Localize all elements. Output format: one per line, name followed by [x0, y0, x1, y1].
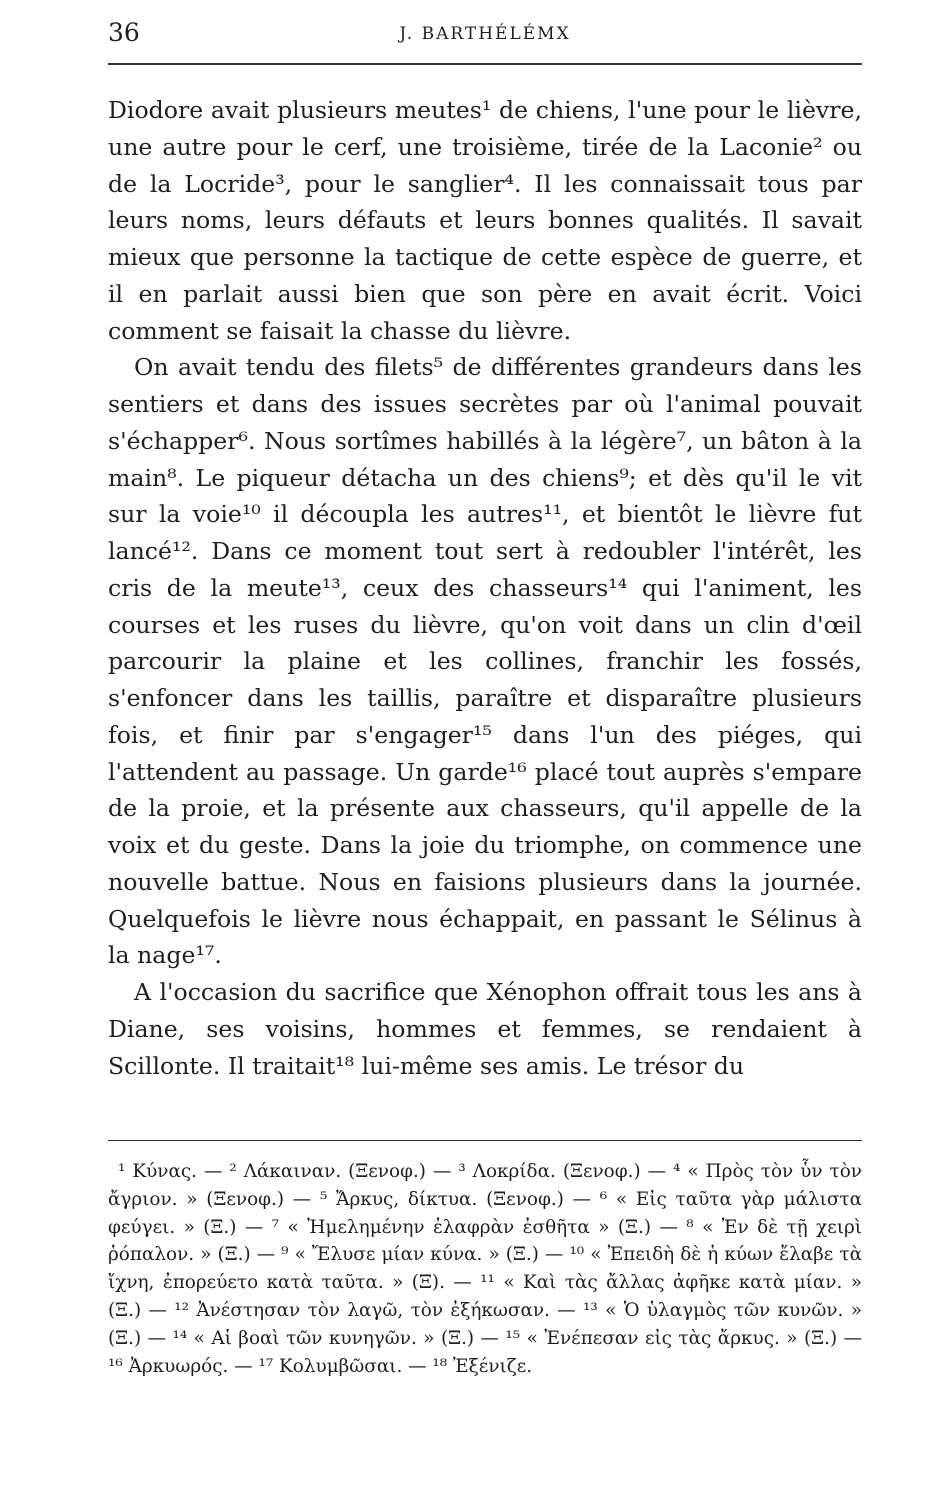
footnotes [108, 1158, 862, 1380]
page-header [108, 14, 862, 50]
paragraph-1: Diodore avait plusieurs meutes¹ de chiens, l'une pour le lièvre, une autre pour le cerf, une troisième, tirée de la Laconie² ou de la Locride³, pour le sanglier⁴. Il les connaissait tous par leurs noms, leurs défauts et leurs bonnes qualités. Il savait mieux que personne la tactique de cette espèce de guerre, et il en parlait aussi bien que son père en avait écrit. Voici comment se faisait la chasse du lièvre. [108, 96, 862, 345]
header-rule [108, 63, 862, 65]
main-text [108, 92, 862, 1084]
running-head: J. BARTHÉLÉMX [399, 24, 571, 44]
footnote-rule [108, 1140, 862, 1141]
paragraph-2: On avait tendu des filets⁵ de différentes grandeurs dans les sentiers et dans des issues secrètes par où l'animal pouvait s'échapper⁶. Nous sortîmes habillés à la légère⁷, un bâton à la main⁸. Le piqueur détacha un des chiens⁹; et dès qu'il le vit sur la voie¹⁰ il découpla les autres¹¹, et bientôt le lièvre fut lancé¹². Dans ce moment tout sert à redoubler l'intérêt, les cris de la meute¹³, ceux des chasseurs¹⁴ qui l'animent, les courses et les ruses du lièvre, qu'on voit dans un clin d'œil parcourir la plaine et les collines, franchir les fossés, s'enfoncer dans les taillis, paraître et disparaître plusieurs fois, et finir par s'engager¹⁵ dans l'un des piéges, qui l'attendent au passage. Un garde¹⁶ placé tout auprès s'empare de la proie, et la présente aux chasseurs, qu'il appelle de la voix et du geste. Dans la joie du triomphe, on commence une nouvelle battue. Nous en faisions plusieurs dans la journée. Quelquefois le lièvre nous échappait, en passant le Sélinus à la nage¹⁷. [108, 353, 862, 970]
page-number: 36 [108, 18, 140, 47]
paragraph-3: A l'occasion du sacrifice que Xénophon offrait tous les ans à Diane, ses voisins, hommes et femmes, se rendaient à Scillonte. Il traitait¹⁸ lui-même ses amis. Le trésor du [108, 978, 862, 1080]
footnotes-text: ¹ Κύνας. — ² Λάκαιναν. (Ξενοφ.) — ³ Λοκρίδα. (Ξενοφ.) — ⁴ « Πρὸς τὸν ὗν τὸν ἄγριον. » (Ξενοφ.) — ⁵ Ἄρκυς, δίκτυα. (Ξενοφ.) — ⁶ « Εἰς ταῦτα γὰρ μάλιστα φεύγει. » (Ξ.) — ⁷ « Ἠμελημένην ἐλαφρὰν ἐσθῆτα » (Ξ.) — ⁸ « Ἐν δὲ τῇ χειρὶ ῥόπαλον. » (Ξ.) — ⁹ « Ἔλυσε μίαν κύνα. » (Ξ.) — ¹⁰ « Ἐπειδὴ δὲ ἡ κύων ἔλαβε τὰ ἴχνη, ἐπορεύετο κατὰ ταῦτα. » (Ξ). — ¹¹ « Καὶ τὰς ἄλλας ἀφῆκε κατὰ μίαν. » (Ξ.) — ¹² Ἀνέστησαν τὸν λαγῶ, τὸν ἐξήκωσαν. — ¹³ « Ὁ ὑλαγμὸς τῶν κυνῶν. » (Ξ.) — ¹⁴ « Αἱ βοαὶ τῶν κυνηγῶν. » (Ξ.) — ¹⁵ « Ἐνέπεσαν εἰς τὰς ἄρκυς. » (Ξ.) — ¹⁶ Ἀρκυωρός. — ¹⁷ Κολυμβῶσαι. — ¹⁸ Ἐξένιζε. [108, 1161, 862, 1377]
